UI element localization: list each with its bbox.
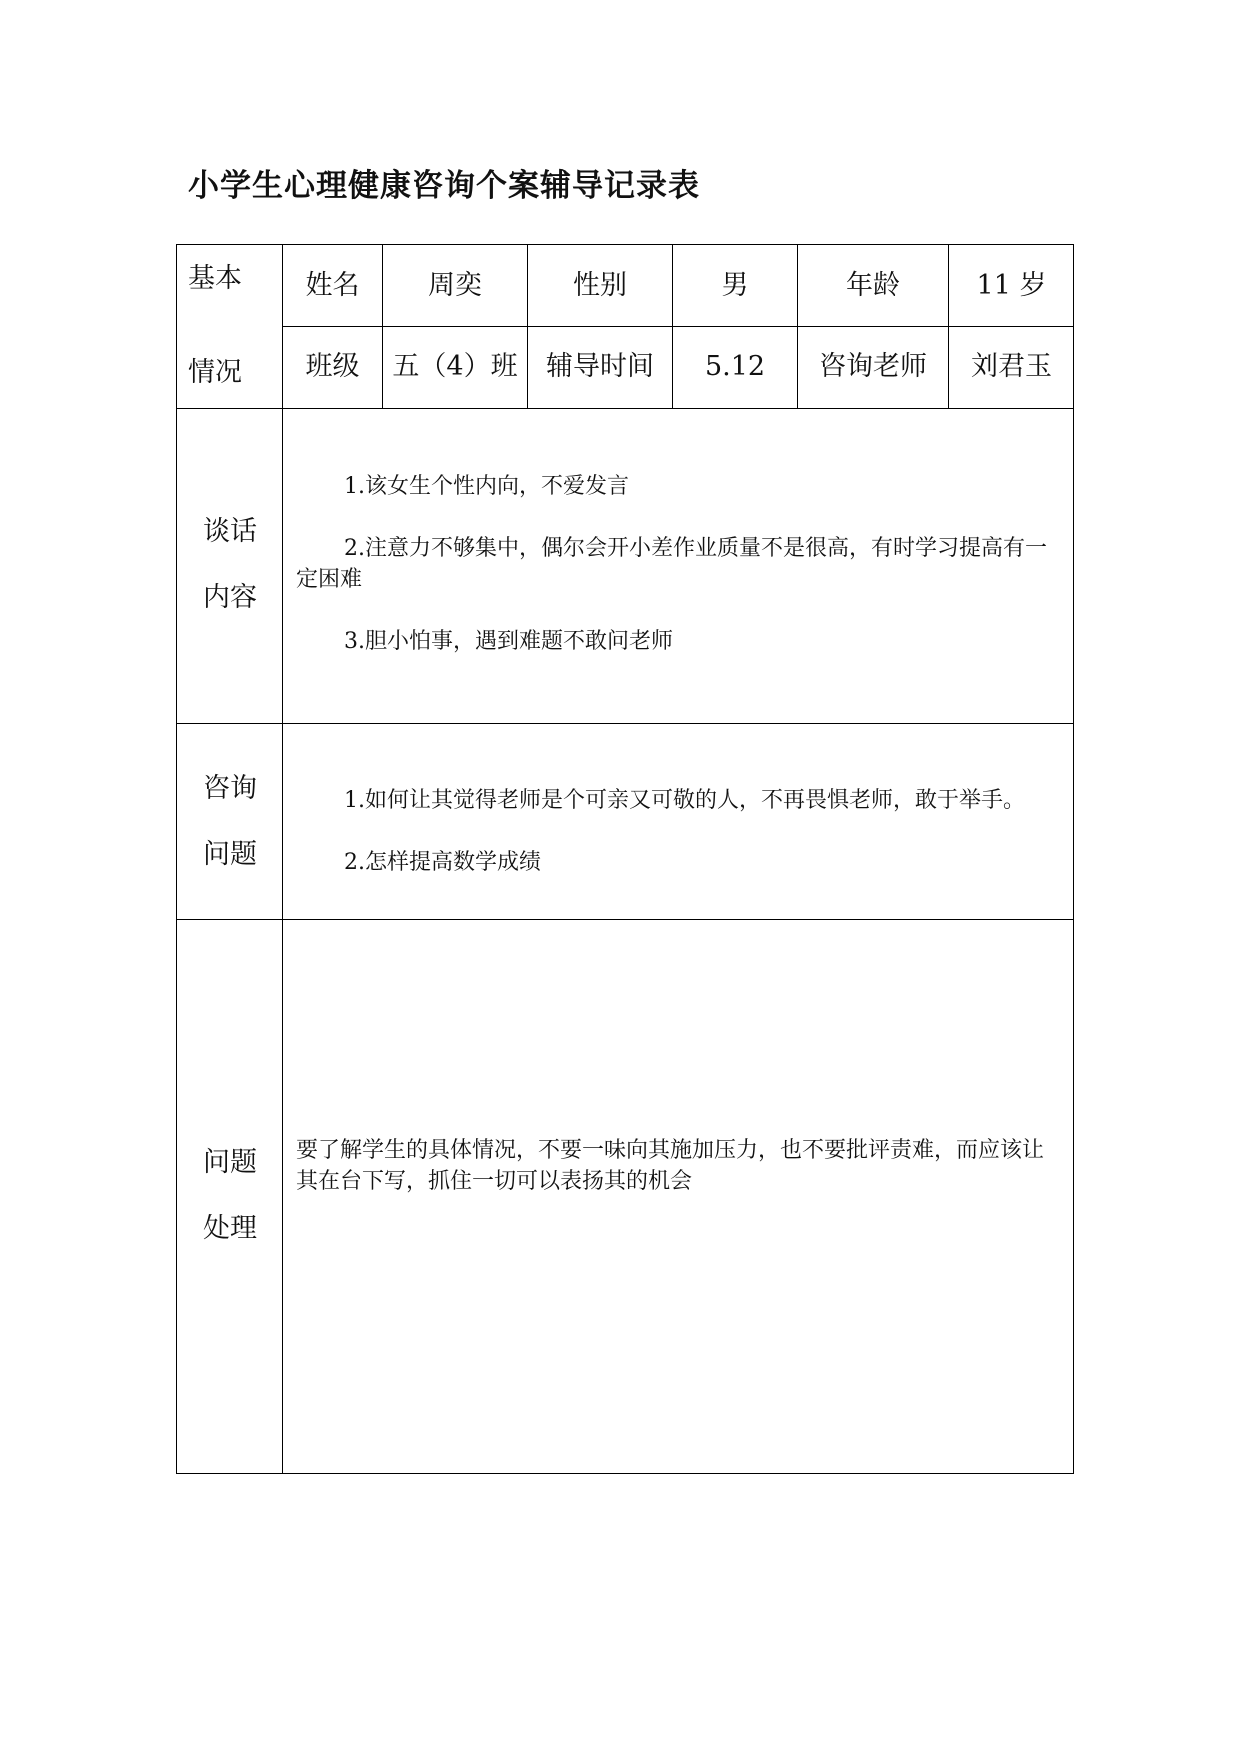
- age-label: 年龄: [846, 270, 900, 301]
- gender-value: 男: [721, 270, 749, 301]
- gender-label: 性别: [573, 270, 627, 301]
- talk-item: 1.该女生个性内向，不爱发言: [344, 474, 629, 499]
- class-value: 五（4）班: [392, 351, 518, 382]
- handling-label-line: 问题: [203, 1147, 257, 1178]
- age-value: 11 岁: [976, 270, 1047, 301]
- name-label: 姓名: [305, 270, 360, 301]
- counseling-time-label: 辅导时间: [546, 351, 654, 382]
- handling-label-line: 处理: [203, 1213, 257, 1244]
- row-divider: [176, 723, 1074, 724]
- talk-content-label-line: 谈话: [203, 516, 257, 547]
- consult-issues-label: [178, 756, 282, 888]
- consult-issues: [296, 785, 1064, 878]
- talk-content-label: [178, 499, 282, 631]
- basic-info-label: 情况: [188, 357, 242, 388]
- consult-issues-label-line: 咨询: [203, 773, 257, 804]
- row-divider: [176, 408, 1074, 409]
- class-label: 班级: [305, 351, 360, 382]
- name-value: 周奕: [428, 270, 482, 301]
- basic-info-label: 基本: [188, 263, 242, 294]
- talk-content-label-line: 内容: [203, 582, 257, 613]
- counselor-label: 咨询老师: [819, 351, 927, 382]
- page-title: 小学生心理健康咨询个案辅导记录表: [188, 168, 700, 204]
- consult-issues-label-line: 问题: [203, 839, 257, 870]
- row-divider: [282, 326, 1074, 327]
- row-divider: [176, 919, 1074, 920]
- handling-label: [178, 1130, 282, 1262]
- handling-text: 要了解学生的具体情况，不要一味向其施加压力，也不要批评责难，而应该让其在台下写，抓住一切可以表扬其的机会: [296, 1138, 1045, 1194]
- talk-item: 3.胆小怕事，遇到难题不敢问老师: [344, 629, 673, 654]
- issue-item: 1.如何让其觉得老师是个可亲又可敬的人，不再畏惧老师，敢于举手。: [344, 788, 1025, 813]
- col-divider: [282, 244, 283, 1474]
- talk-content: [296, 471, 1064, 657]
- issue-item: 2.怎样提高数学成绩: [344, 850, 541, 875]
- handling-content: [296, 1135, 1064, 1197]
- counselor-value: 刘君玉: [971, 351, 1052, 382]
- talk-item: 2.注意力不够集中，偶尔会开小差作业质量不是很高，有时学习提高有一定困难: [296, 536, 1047, 592]
- counseling-time-value: 5.12: [704, 351, 766, 382]
